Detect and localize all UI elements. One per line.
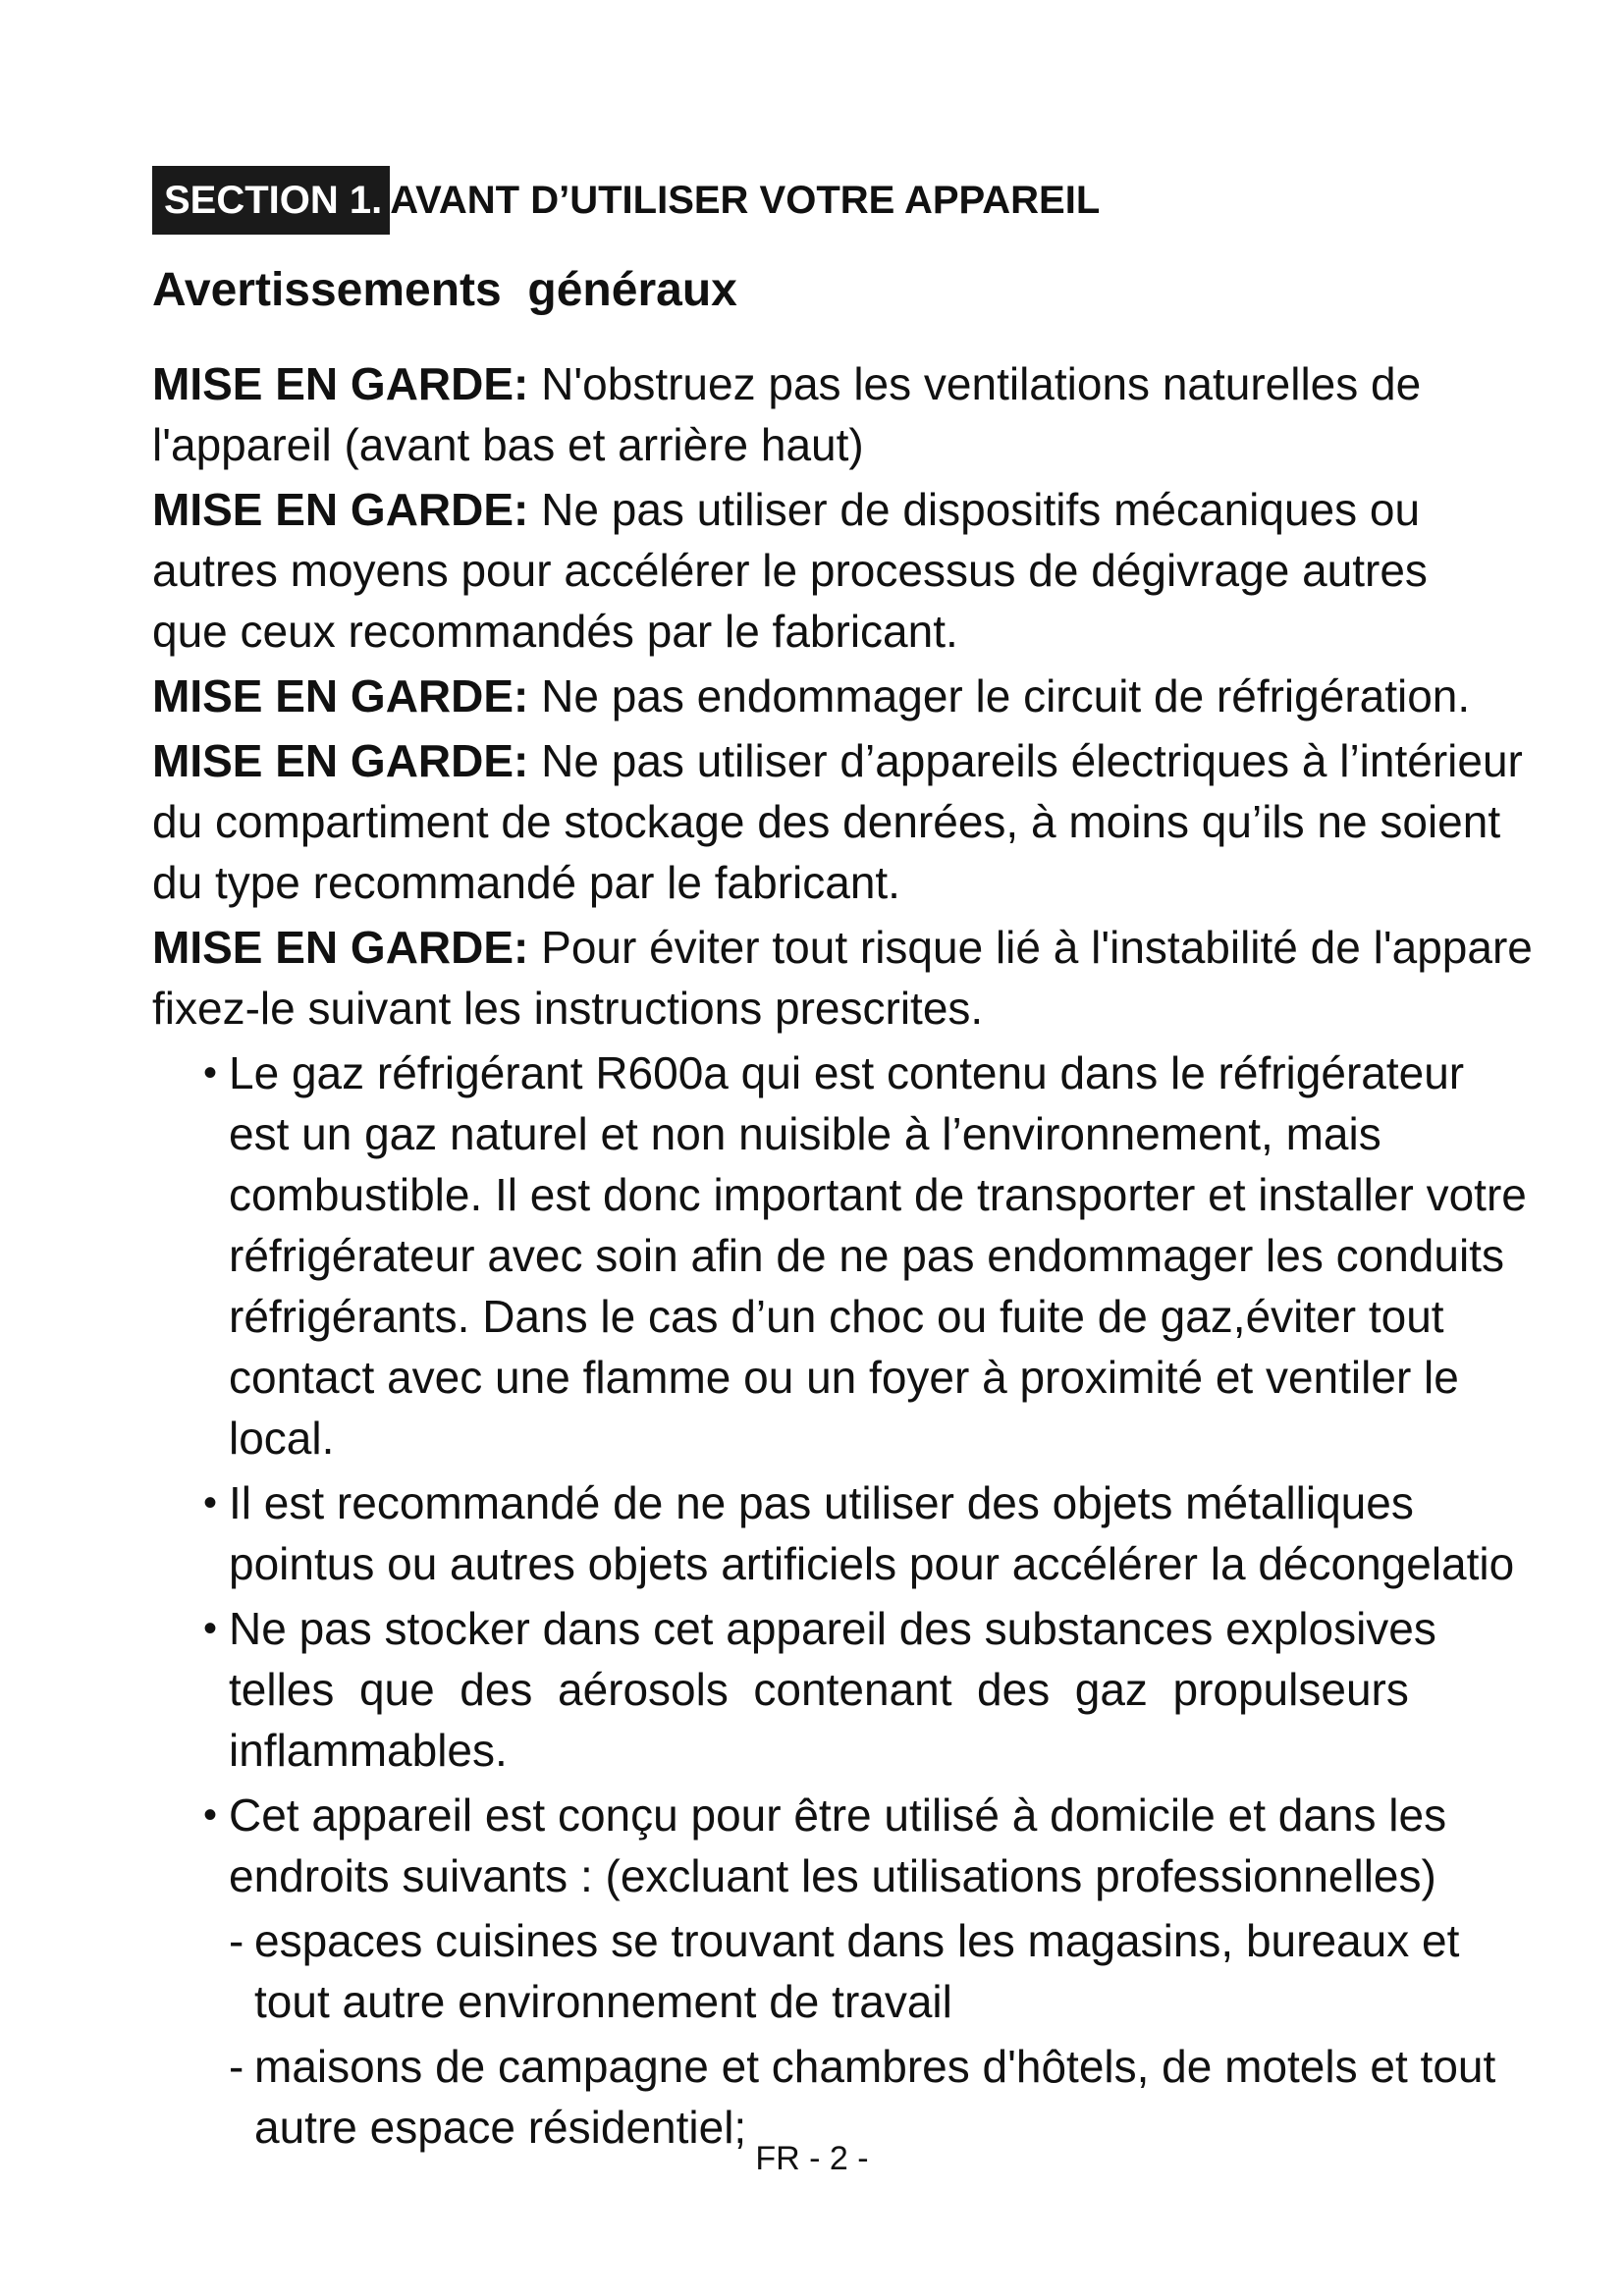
warning-text: N'obstruez pas les ventilations naturelles de — [528, 358, 1422, 409]
warning-label: MISE EN GARDE: — [152, 358, 529, 409]
section-title: AVANT D’UTILISER VOTRE APPAREIL — [390, 178, 1101, 222]
warning-text-line: autres moyens pour accélérer le processus de dégivrage autres — [152, 545, 1428, 596]
document-body — [152, 353, 1566, 2158]
warning-text: Ne pas utiliser d’appareils électriques à l’intérieur — [528, 735, 1523, 786]
warning-text-line: que ceux recommandés par le fabricant. — [152, 606, 958, 657]
bullet-icon: • — [203, 1607, 218, 1650]
section-tag: SECTION 1. — [152, 166, 390, 235]
warning-label: MISE EN GARDE: — [152, 670, 529, 721]
warning-label: MISE EN GARDE: — [152, 922, 529, 973]
dash-marker: - — [229, 1915, 244, 1966]
dash-marker: - — [229, 2041, 244, 2092]
bullet-item: • Ne pas stocker dans cet appareil des substances explosives telles que des aérosols contenant des gaz propulseurs inflammables. — [152, 1598, 1566, 1781]
warning-paragraph — [152, 666, 1566, 726]
sub-list-item: - maisons de campagne et chambres d'hôtels, de motels et tout autre espace résidentiel; — [152, 2036, 1566, 2158]
warning-paragraph — [152, 917, 1566, 1039]
warning-text-line: du compartiment de stockage des denrées, à moins qu’ils ne soient — [152, 796, 1501, 847]
bullet-icon: • — [203, 1481, 218, 1524]
warning-paragraph — [152, 353, 1566, 475]
bullet-icon: • — [203, 1793, 218, 1837]
bullet-item: • Il est recommandé de ne pas utiliser des objets métalliques pointus ou autres objets artificiels pour accélérer la décongelatio — [152, 1472, 1566, 1594]
warning-paragraph — [152, 730, 1566, 913]
page-heading: Avertissements généraux — [152, 264, 737, 316]
warning-label: MISE EN GARDE: — [152, 735, 529, 786]
warning-label: MISE EN GARDE: — [152, 484, 529, 535]
warning-text: Ne pas endommager le circuit de réfrigération. — [528, 670, 1471, 721]
bullet-icon: • — [203, 1051, 218, 1095]
warning-text: Pour éviter tout risque lié à l'instabilité de l'appare — [528, 922, 1533, 973]
section-header — [152, 167, 1100, 234]
bullet-item: • Le gaz réfrigérant R600a qui est contenu dans le réfrigérateur est un gaz naturel et non nuisible à l’environnement, mais combustible. Il est donc important de transporter et installer votre réfrigérateur avec soin afin de ne pas endommager les conduits réfrigérants. Dans le cas d’un choc ou fuite de gaz,éviter tout contact avec une flamme ou un foyer à proximité et ventiler le local. — [152, 1042, 1566, 1468]
warning-text-line: du type recommandé par le fabricant. — [152, 857, 900, 908]
warning-text-line: l'appareil (avant bas et arrière haut) — [152, 419, 864, 470]
sub-list-item: - espaces cuisines se trouvant dans les magasins, bureaux et tout autre environnement de travail — [152, 1910, 1566, 2032]
warning-paragraph — [152, 479, 1566, 662]
warning-text: Ne pas utiliser de dispositifs mécaniques ou — [528, 484, 1421, 535]
page-footer: FR - 2 - — [755, 2140, 869, 2177]
bullet-item: • Cet appareil est conçu pour être utilisé à domicile et dans les endroits suivants : (excluant les utilisations professionnelles) — [152, 1785, 1566, 1906]
warning-text-line: fixez-le suivant les instructions prescrites. — [152, 983, 984, 1034]
